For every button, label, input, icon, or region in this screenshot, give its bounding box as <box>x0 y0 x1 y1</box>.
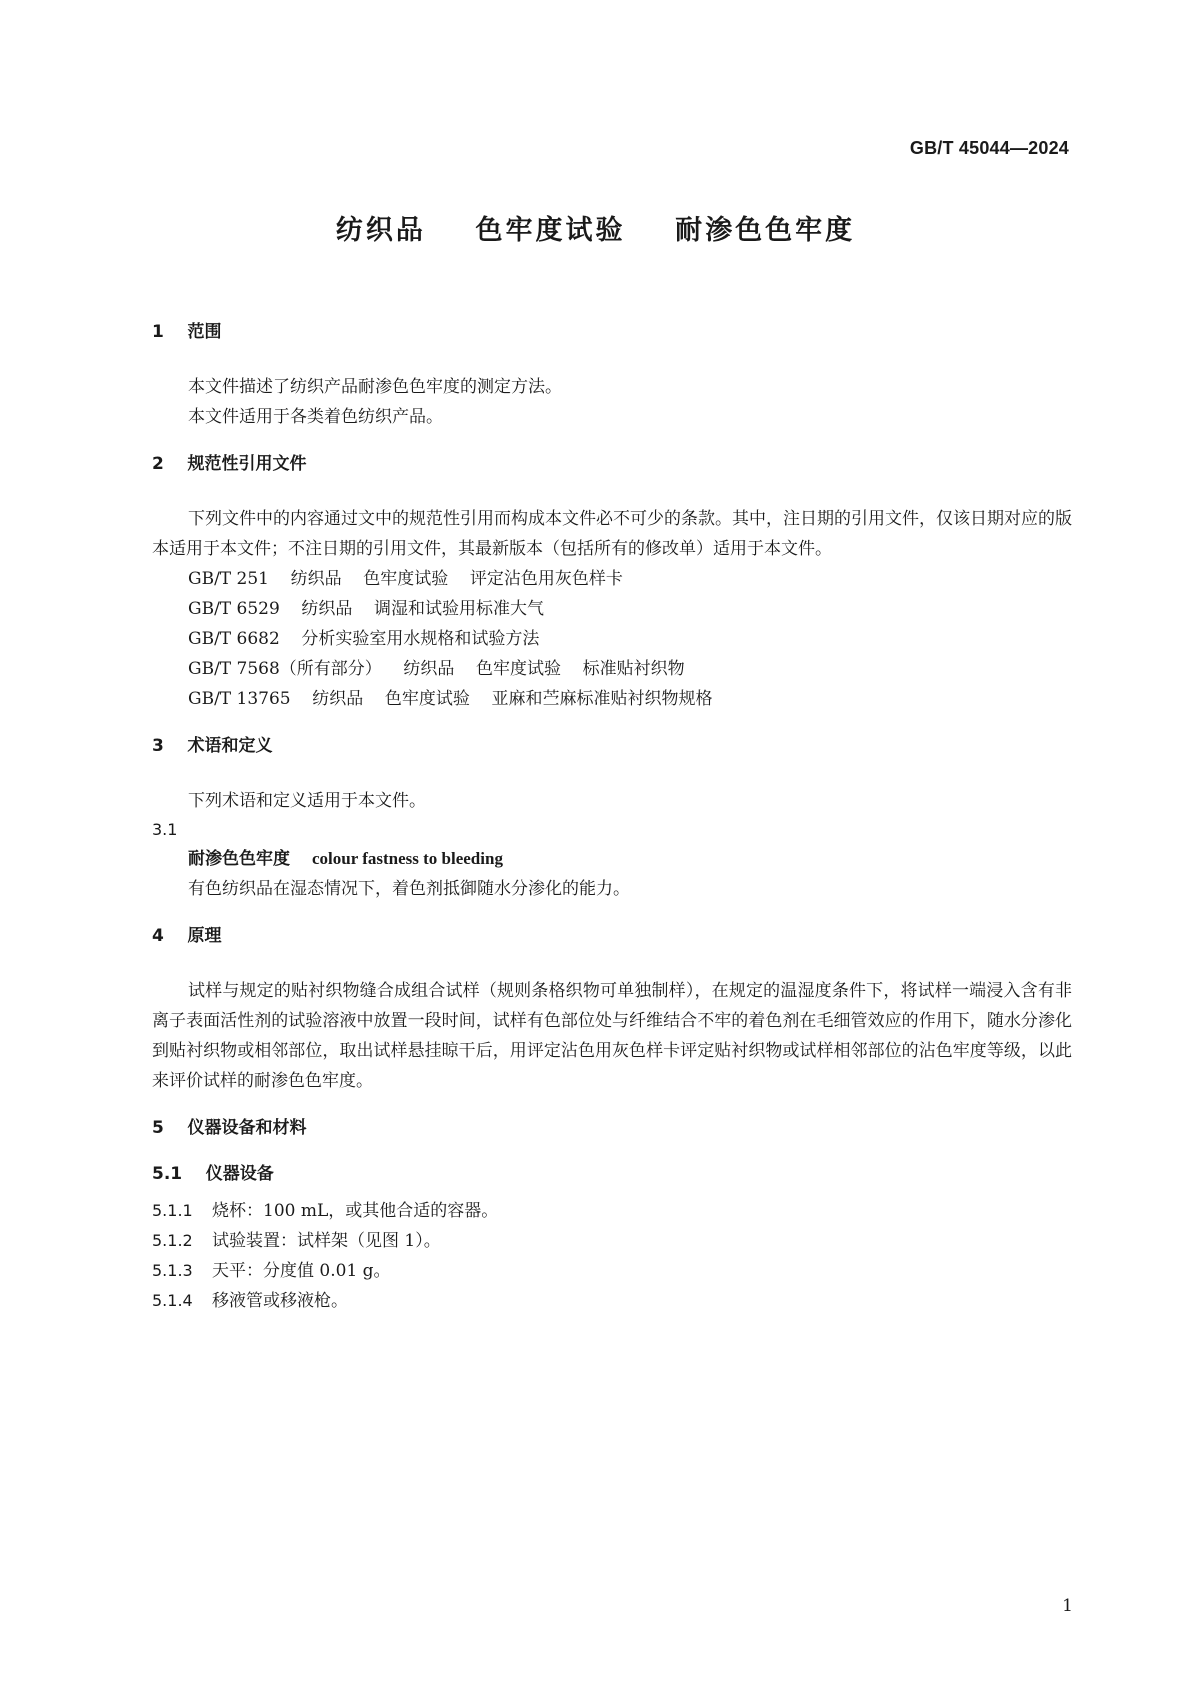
subsection-5-1-heading: 5.1 仪器设备 <box>152 1164 274 1184</box>
document-title: 纺织品 色牢度试验 耐渗色色牢度 <box>335 215 856 246</box>
clause-number: 5.1.1 <box>152 1201 193 1220</box>
clause-item <box>152 1286 1072 1316</box>
page-number: 1 <box>1062 1596 1073 1616</box>
section-4-heading: 4 原理 <box>152 926 222 946</box>
clause-number: 5.1.4 <box>152 1291 193 1310</box>
section-2-intro: 下列文件中的内容通过文中的规范性引用而构成本文件必不可少的条款。其中，注日期的引用文件，仅该日期对应的版本适用于本文件；不注日期的引用文件，其最新版本（包括所有的修改单）适用于本文件。 <box>152 509 1072 559</box>
reference-item: GB/T 251 纺织品 色牢度试验 评定沾色用灰色样卡 <box>188 569 623 589</box>
clause-item <box>152 1196 1072 1226</box>
clause-number: 5.1.2 <box>152 1231 193 1250</box>
clause-item <box>152 1256 1072 1286</box>
clause-item <box>152 1226 1072 1256</box>
clause-text: 试验装置：试样架（见图 1）。 <box>212 1231 441 1251</box>
term-definition: 有色纺织品在湿态情况下，着色剂抵御随水分渗化的能力。 <box>188 879 630 899</box>
reference-item: GB/T 13765 纺织品 色牢度试验 亚麻和苎麻标准贴衬织物规格 <box>188 689 713 709</box>
section-4-paragraph: 试样与规定的贴衬织物缝合成组合试样（规则条格织物可单独制样），在规定的温湿度条件下，将试样一端浸入含有非离子表面活性剂的试验溶液中放置一段时间，试样有色部位处与纤维结合不牢的着色剂在毛细管效应的作用下，随水分渗化到贴衬织物或相邻部位，取出试样悬挂晾干后，用评定沾色用灰色样卡评定贴衬织物或试样相邻部位的沾色牢度等级，以此来评价试样的耐渗色色牢度。 <box>152 981 1072 1091</box>
reference-item: GB/T 7568（所有部分） 纺织品 色牢度试验 标准贴衬织物 <box>188 659 685 679</box>
clause-number: 5.1.3 <box>152 1261 193 1280</box>
section-3-heading: 3 术语和定义 <box>152 736 273 756</box>
term-name-english: colour fastness to bleeding <box>312 849 503 868</box>
standard-code: GB/T 45044—2024 <box>909 138 1069 158</box>
section-3-intro: 下列术语和定义适用于本文件。 <box>188 791 426 811</box>
section-1-heading: 1 范围 <box>152 322 222 342</box>
term-number: 3.1 <box>152 820 178 839</box>
section-1-paragraph: 本文件描述了纺织产品耐渗色色牢度的测定方法。 <box>188 377 562 397</box>
term-name <box>152 844 1072 874</box>
clause-text: 烧杯：100 mL，或其他合适的容器。 <box>212 1201 499 1221</box>
reference-item: GB/T 6682 分析实验室用水规格和试验方法 <box>188 629 540 649</box>
section-2-heading: 2 规范性引用文件 <box>152 454 307 474</box>
clause-text: 天平：分度值 0.01 g。 <box>212 1261 391 1281</box>
clause-text: 移液管或移液枪。 <box>212 1291 348 1311</box>
section-5-heading: 5 仪器设备和材料 <box>152 1118 307 1138</box>
section-1-paragraph: 本文件适用于各类着色纺织产品。 <box>188 407 443 427</box>
document-body <box>152 318 1072 1316</box>
reference-item: GB/T 6529 纺织品 调湿和试验用标准大气 <box>188 599 545 619</box>
term-name-chinese: 耐渗色色牢度 <box>188 849 290 869</box>
